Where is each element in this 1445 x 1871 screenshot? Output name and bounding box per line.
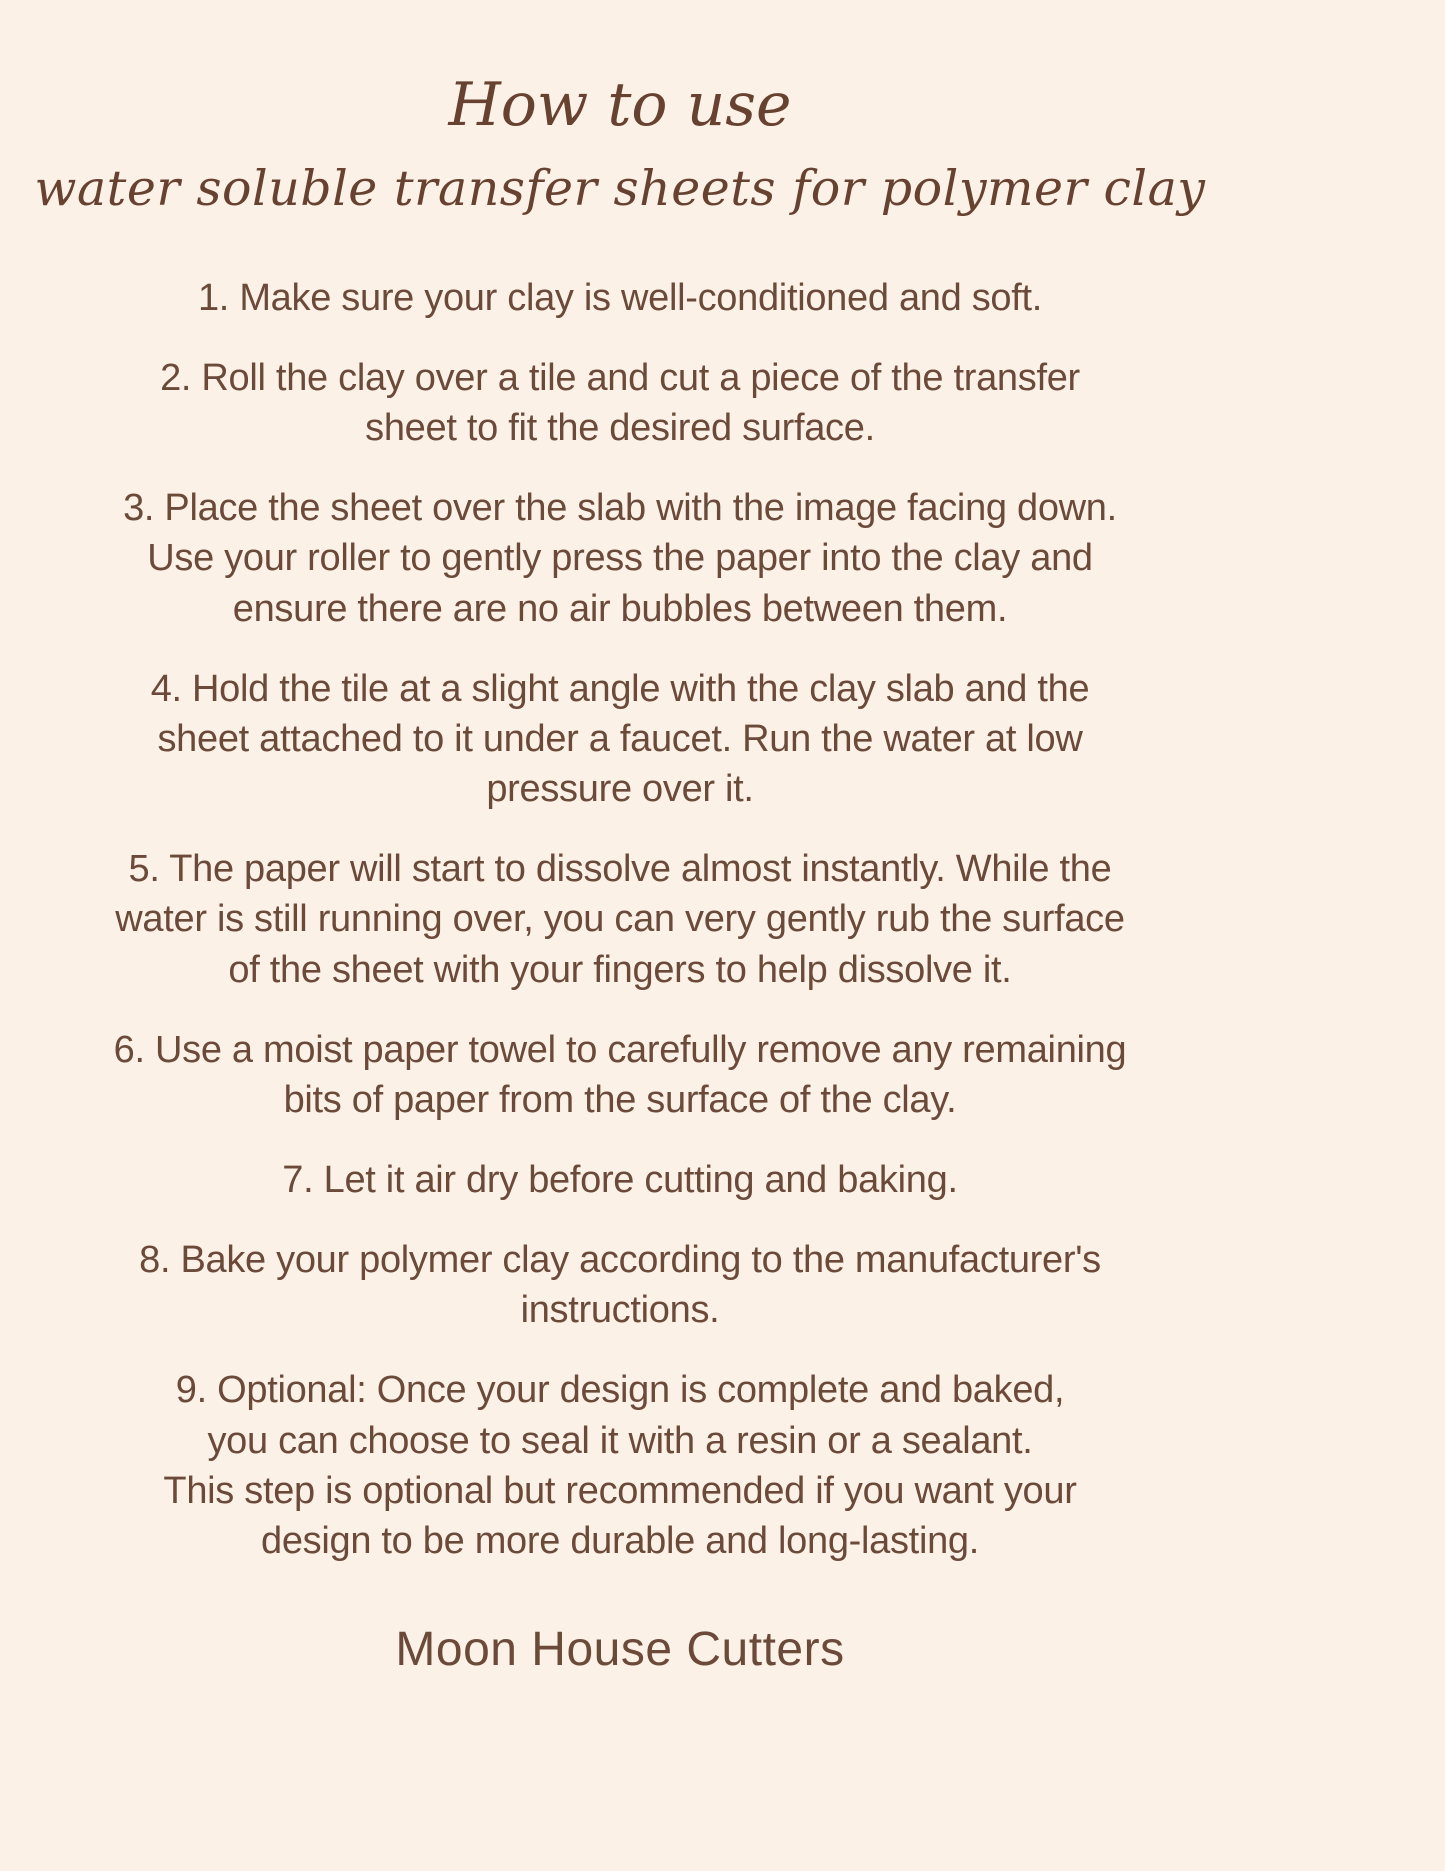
step-3: 3. Place the sheet over the slab with the image facing down. Use your roller to gently press the paper into the clay and ensure there are no air bubbles between them. (123, 487, 1117, 630)
step-5: 5. The paper will start to dissolve almost instantly. While the water is still running over, you can very gently rub the surface of the sheet with your fingers to help dissolve it. (115, 848, 1125, 991)
step-2: 2. Roll the clay over a tile and cut a piece of the transfer sheet to fit the desired surface. (160, 356, 1080, 450)
steps-list (0, 273, 1240, 1566)
step-8: 8. Bake your polymer clay according to the manufacturer's instructions. (139, 1239, 1101, 1332)
step-1: 1. Make sure your clay is well-conditioned and soft. (197, 276, 1043, 319)
page-title: How to use (448, 70, 792, 140)
step-6: 6. Use a moist paper towel to carefully remove any remaining bits of paper from the surface of the clay. (113, 1028, 1127, 1121)
step-7: 7. Let it air dry before cutting and baking. (282, 1158, 958, 1201)
step-9: 9. Optional: Once your design is complete and baked, you can choose to seal it with a resin or a sealant. This step is optional but recommended if you want your design to be more durable and long-lasting. (163, 1369, 1077, 1562)
step-4: 4. Hold the tile at a slight angle with the clay slab and the sheet attached to it under a faucet. Run the water at low pressure over it. (150, 667, 1090, 811)
brand-name: Moon House Cutters (395, 1623, 845, 1677)
page-subtitle: water soluble transfer sheets for polymer clay (34, 160, 1206, 217)
